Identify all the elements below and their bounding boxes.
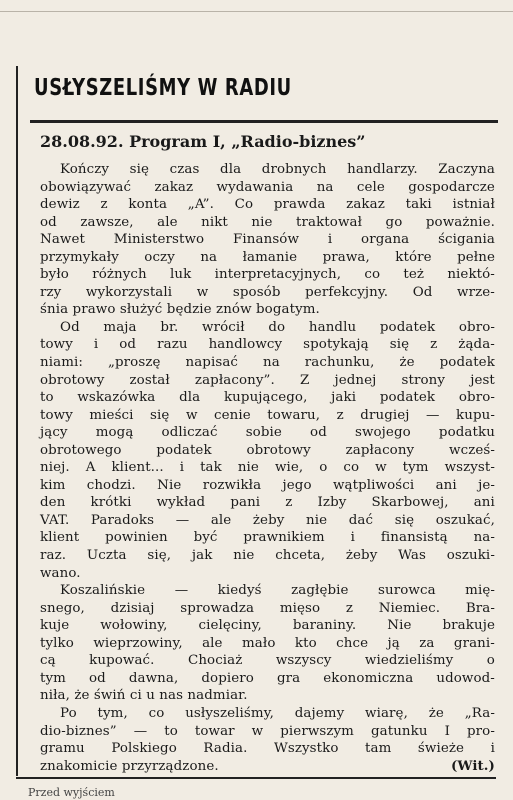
article-line: obrotowego podatek obrotowy zapłacony wcześ- <box>40 442 495 458</box>
article-final-text: znakomicie przyrządzone. <box>40 758 219 774</box>
article-line: tym od dawna, dopiero gra ekonomiczna udowod- <box>40 670 495 686</box>
next-article-fragment: Przed wyjściem <box>28 786 115 799</box>
article-heading: 28.08.92. Program I, „Radio-biznes” <box>40 132 366 151</box>
article-line: gramu Polskiego Radia. Wszystko tam świeże i <box>40 741 495 757</box>
article-line: obrotowy został zapłacony”. Z jednej strony jest <box>40 372 495 388</box>
bottom-rule <box>16 777 496 779</box>
article-line: cą kupować. Chociaż wszyscy wiedzieliśmy o <box>40 653 495 669</box>
article-line: Od maja br. wrócił do handlu podatek obro- <box>60 319 495 335</box>
article-line: Koszalińskie — kiedyś zagłębie surowca mię- <box>60 583 495 599</box>
article-line: niej. A klient... i tak nie wie, o co w tym wszyst- <box>40 460 495 476</box>
article-line: tylko wieprzowiny, ale mało kto chce ją za grani- <box>40 635 495 651</box>
headline-rule <box>30 120 498 123</box>
article-line: dewiz z konta „A”. Co prawda zakaz taki istniał <box>40 197 495 213</box>
article-line: niła, że świń ci u nas nadmiar. <box>40 688 248 704</box>
section-headline: USŁYSZELIŚMY W RADIU <box>34 75 292 101</box>
article-line: wano. <box>40 565 81 581</box>
article-line: to wskazówka dla kupującego, jaki podatek obro- <box>40 390 495 406</box>
article-line: obowiązywać zakaz wydawania na cele gospodarcze <box>40 179 495 195</box>
article-line: rzy wykorzystali w sposób perfekcyjny. Od wrze- <box>40 284 495 300</box>
article-line: kuje wołowiny, cielęciny, baraniny. Nie brakuje <box>40 618 495 634</box>
article-line: Nawet Ministerstwo Finansów i organa ścigania <box>40 232 495 248</box>
article-line: den krótki wykład pani z Izby Skarbowej, ani <box>40 495 495 511</box>
article-line: śnia prawo służyć będzie znów bogatym. <box>40 302 320 318</box>
article-line: raz. Uczta się, jak nie chceta, żeby Was oszuki- <box>40 548 495 564</box>
article-line: od zawsze, ale nikt nie traktował go poważnie. <box>40 214 495 230</box>
author-signature: (Wit.) <box>450 757 495 774</box>
article-line: było różnych luk interpretacyjnych, co też niektó- <box>40 267 495 283</box>
article-line: towy i od razu handlowcy spotykają się z żąda- <box>40 337 495 353</box>
article-line: dio-biznes” — to towar w pierwszym gatunku I pro- <box>40 723 495 739</box>
article-line: niami: „proszę napisać na rachunku, że podatek <box>40 355 495 371</box>
page-top-rule <box>0 11 513 12</box>
article-line: Po tym, co usłyszeliśmy, dajemy wiarę, że „Ra- <box>60 705 495 721</box>
article-final-line <box>40 758 495 776</box>
article-line: VAT. Paradoks — ale żeby nie dać się oszukać, <box>40 512 495 528</box>
article <box>40 132 495 775</box>
article-line: przymykały oczy na łamanie prawa, które pełne <box>40 249 495 265</box>
article-line: Kończy się czas dla drobnych handlarzy. Zaczyna <box>60 162 495 177</box>
article-line: kim chodzi. Nie rozwikła jego wątpliwości ani je- <box>40 477 495 493</box>
article-line: towy mieści się w cenie towaru, z drugiej — kupu- <box>40 407 495 423</box>
article-body <box>40 161 495 758</box>
article-line: klient powinien być prawnikiem i finansistą na- <box>40 530 495 546</box>
article-line: jący mogą odliczać sobie od swojego podatku <box>40 425 495 441</box>
article-line: snego, dzisiaj sprowadza mięso z Niemiec. Bra- <box>40 600 495 616</box>
column-left-border <box>16 66 18 776</box>
